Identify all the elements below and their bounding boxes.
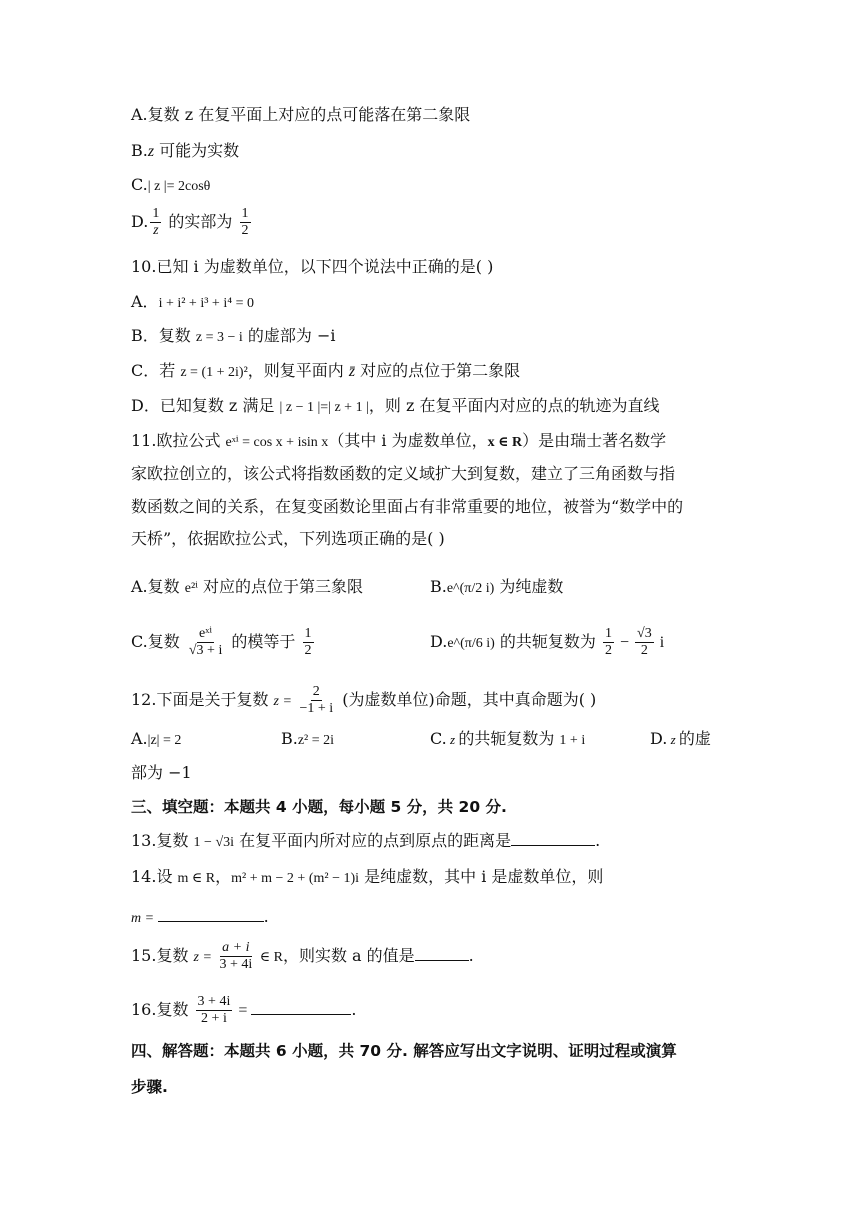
fraction: $\frac{3 + 4i}{2 + i}$ — [197, 994, 231, 1026]
fraction: $\frac{1}{2}$ — [605, 626, 612, 658]
q12-option-d: D. z 的虚 — [650, 729, 711, 748]
q12-option-c: C. z 的共轭复数为 1 + i — [430, 729, 586, 748]
answer-blank — [158, 907, 264, 922]
q11-option-d: D.e^(π/6 i) 的共轭复数为 $\frac{1}{2}$ − $\frac{√3}{2}$ i — [430, 626, 665, 658]
q9-option-a: A.复数 z 在复平面上对应的点可能落在第二象限 — [131, 105, 471, 124]
q13: 13.复数 1 − √3i 在复平面内所对应的点到原点的距离是 . — [131, 831, 601, 850]
q10-option-b: B．复数 z = 3 − i 的虚部为 −i — [131, 326, 336, 345]
q14-line1: 14.设 m ∈ R，m² + m − 2 + (m² − 1)i 是纯虚数，其中 i 是虚数单位，则 — [131, 867, 604, 886]
fraction: $\frac{√3}{2}$ — [637, 626, 652, 658]
fraction: $\frac{1}{z}$ — [152, 206, 160, 238]
q16: 16.复数 $\frac{3 + 4i}{2 + i}$ = . — [131, 994, 357, 1026]
q9-option-b: B.z 可能为实数 — [131, 141, 240, 160]
answer-blank — [511, 831, 595, 846]
fraction: $\frac{1}{2}$ — [304, 626, 312, 658]
q10-option-a: A．i + i² + i³ + i⁴ = 0 — [131, 292, 254, 311]
fraction: $\frac{a + i}{3 + 4i}$ — [219, 940, 253, 972]
q10-option-c: C．若 z = (1 + 2i)²，则复平面内 z̄ 对应的点位于第二象限 — [131, 361, 521, 380]
answer-blank — [251, 1000, 351, 1015]
q10-stem: 10.已知 i 为虚数单位，以下四个说法中正确的是( ) — [131, 257, 494, 276]
q11-stem-line1: 11.欧拉公式 eˣⁱ = cos x + isin x（其中 i 为虚数单位，x ∈ R）是由瑞士著名数学 — [131, 431, 667, 450]
fraction: $\frac{\text{eˣⁱ}}{√3 + i}$ — [188, 626, 223, 658]
section-4-heading-line2: 步骤. — [131, 1078, 168, 1096]
q12-option-a: A.|z| = 2 — [131, 729, 182, 748]
fraction: $\frac{1}{2}$ — [241, 206, 249, 238]
q15: 15.复数 z = $\frac{a + i}{3 + 4i}$ ∈ R，则实数 a 的值是 . — [131, 940, 474, 972]
section-4-heading-line1: 四、解答题：本题共 6 小题，共 70 分. 解答应写出文字说明、证明过程或演算 — [131, 1042, 677, 1060]
q11-stem-line2: 家欧拉创立的，该公式将指数函数的定义域扩大到复数，建立了三角函数与指 — [131, 464, 676, 483]
q12-stem: 12.下面是关于复数 z = $\frac{2}{-1 + i}$ (为虚数单位)命题，其中真命题为( ) — [131, 684, 597, 716]
q11-option-c: C.复数 $\frac{\text{eˣⁱ}}{√3 + i}$ 的模等于 $\frac{1}{2}$ — [131, 626, 312, 658]
fraction: $\frac{2}{-1 + i}$ — [299, 684, 334, 716]
answer-blank — [415, 946, 469, 961]
q9-option-d: D. $\frac{1}{z}$ 的实部为 $\frac{1}{2}$ — [131, 206, 249, 238]
q11-stem-line3: 数函数之间的关系，在复变函数论里面占有非常重要的地位，被誉为“数学中的 — [131, 497, 684, 516]
q12-option-b: B.z² = 2i — [281, 729, 335, 748]
q10-option-d: D．已知复数 z 满足 | z − 1 |=| z + 1 |，则 z 在复平面内对应的点的轨迹为直线 — [131, 396, 660, 415]
q11-stem-line4: 天桥”，依据欧拉公式，下列选项正确的是( ) — [131, 529, 445, 548]
section-3-heading: 三、填空题：本题共 4 小题，每小题 5 分，共 20 分. — [131, 798, 507, 816]
q14-line2: m = . — [131, 907, 269, 926]
q12-option-d-continued: 部为 −1 — [131, 763, 192, 782]
q9-option-c: C.| z |= 2cosθ — [131, 175, 211, 194]
q11-option-a: A.复数 e²ⁱ 对应的点位于第三象限 — [131, 577, 364, 596]
q11-option-b: B.e^(π/2 i) 为纯虚数 — [430, 577, 564, 596]
